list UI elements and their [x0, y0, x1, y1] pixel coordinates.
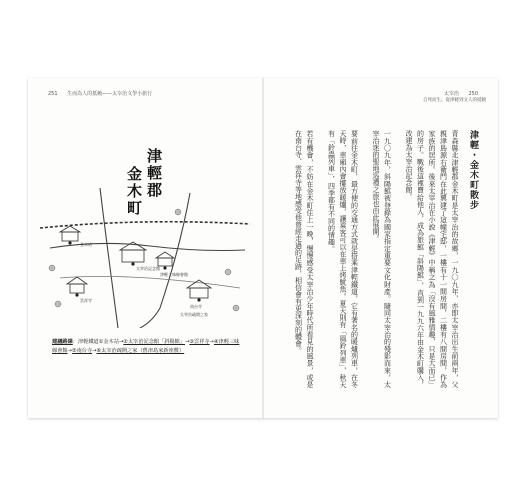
map-road	[60, 276, 240, 288]
map-label-hall: 津輕三味線會館	[160, 272, 188, 277]
map-road	[100, 188, 118, 328]
route-stop-2: ②太宰治記念館「斜陽館」	[123, 339, 186, 345]
right-page-number: 250	[468, 91, 478, 97]
left-page-number: 251	[48, 91, 58, 97]
town-map-illustration	[40, 188, 250, 328]
hall-building-icon	[156, 252, 174, 266]
route-arrow: →	[118, 339, 124, 345]
article-paragraph: 若有機會，不妨在金木町住上一晚，慢慢感受太宰治少年時代所看見的風景，或是在南台寺、雲祥寺等地感受他曾經走過的足跡，相信會有更深刻的體會。	[294, 130, 314, 388]
route-arrow: →	[185, 339, 190, 345]
left-page-header	[40, 90, 152, 97]
map-label-station: 金木站	[80, 242, 92, 247]
temple-building-icon	[67, 277, 87, 293]
route-arrow: →	[92, 348, 97, 354]
right-running-title: 太宰治	[443, 91, 459, 97]
route-prefix: ：津輕鐵道	[72, 339, 99, 345]
map-road	[140, 193, 190, 328]
map-label-minamidai: 南台寺	[190, 304, 202, 309]
map-title-line2: 金木町	[125, 166, 143, 217]
route-arrow: →	[67, 348, 72, 354]
article-paragraph: 要前往金木町，最方便的交通方式就是搭乘津輕鐵道，它有著名的暖爐列車，在冬天時，車廂內會擺放暖爐，讓乘客可以在車上烤魷魚。夏天則有「風鈴列車」，秋天有「鈴蟲列車」，四季都有不同的情趣。	[327, 130, 359, 388]
route-stop-4: ④津輕三味線會館	[52, 339, 240, 354]
route-stop-1: ①金木站	[98, 339, 119, 345]
article-title: 津輕・金木町散步	[468, 130, 478, 210]
route-stop-5: ⑤南台寺	[71, 348, 93, 354]
left-running-title: 生而為人的抵賴——太宰治文學小旅行	[67, 91, 153, 97]
article-body	[285, 130, 460, 388]
article-paragraph: 青森縣北津輕郡金木町是太宰治的故鄉，一九〇九年，亦即太宰治出生前兩年，父親津島源右衛門在此興建了這幢宅邸，一樓有十一間房間，二樓有八間房間，作為家族的居所。後來太宰治在小說《津輕》中稱之為「沒有風雅情趣，只是大而已」的房子。戰後這裡賣給他人，成為旅館「斜陽館」，直到一九九六年由金木町購入，改建為太宰治記念館。	[405, 130, 459, 388]
book-spread	[28, 78, 498, 418]
map-title-line1: 津輕郡	[145, 148, 163, 199]
right-running-subtitle: 自死而生、從津軽到文人的抵賴	[423, 98, 486, 103]
map-label-house2: 太宰治疏開之家	[180, 312, 208, 317]
map-label-temple: 雲祥寺	[80, 298, 92, 303]
station-building-icon	[60, 226, 80, 241]
map-label-house: 太宰治記念館	[136, 266, 160, 271]
right-page-header	[423, 90, 486, 103]
suggested-route	[52, 338, 242, 356]
article-paragraph: 一九〇九年，斜陽館被登錄為國家指定重要文化財產。隨同太宰治的殘影而來，太宰治迷的聖地巡禮之旅也由此展開。	[372, 130, 392, 388]
route-arrow: →	[209, 339, 214, 345]
route-stop-3: ③雲祥寺	[189, 339, 210, 345]
route-label: 建議路線	[52, 339, 73, 345]
route-stop-6: ⑥太宰治疏開之家（舊津島家新座敷）	[96, 348, 185, 354]
book-gutter	[262, 78, 264, 418]
